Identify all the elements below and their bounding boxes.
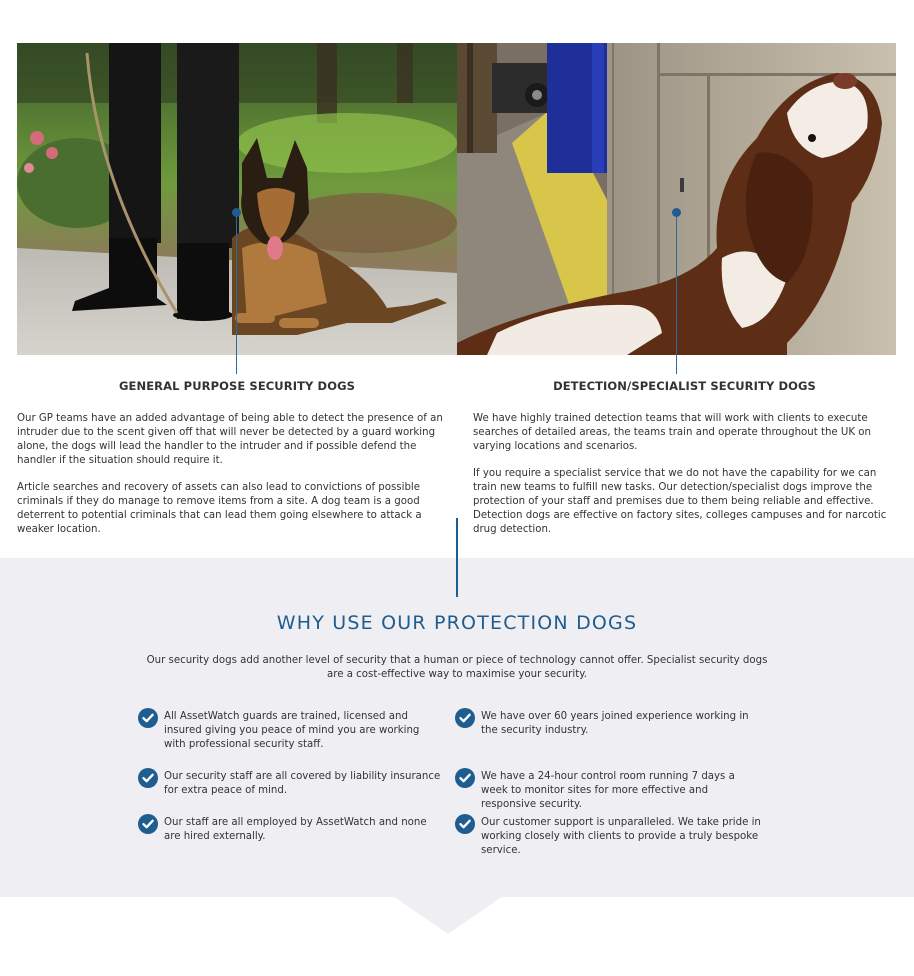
- general-purpose-paragraph-2: Article searches and recovery of assets can also lead to convictions of possible criminals if they do manage to remove items from a site. A dog team is a good deterrent to potential criminals that can lead them going elsewhere to attack a weaker location.: [17, 482, 422, 535]
- left-photo-marker-line: [236, 216, 237, 374]
- benefit-text: Our customer support is unparalleled. We take pride in working closely with clients to provide a truly bespoke service.: [481, 817, 761, 856]
- detection-paragraph-1: We have highly trained detection teams that will work with clients to execute searches of detailed areas, the teams train and operate throughout the UK on varying locations and scenarios.: [473, 413, 871, 452]
- detection-specialist-title: DETECTION/SPECIALIST SECURITY DOGS: [553, 379, 816, 393]
- why-section-intro: Our security dogs add another level of security that a human or piece of technology cannot offer. Specialist security dogs are a cost-effective way to maximise your security.: [146, 655, 768, 680]
- general-purpose-title: GENERAL PURPOSE SECURITY DOGS: [119, 379, 355, 393]
- benefit-text: Our security staff are all covered by liability insurance for extra peace of mind.: [164, 771, 441, 796]
- right-photo-marker-line: [676, 216, 677, 374]
- check-circle-icon: [455, 768, 475, 788]
- benefit-text: We have a 24-hour control room running 7 days a week to monitor sites for more effective and responsive security.: [481, 771, 735, 810]
- check-circle-icon: [455, 708, 475, 728]
- general-purpose-paragraph-1: Our GP teams have an added advantage of being able to detect the presence of an intruder due to the scent given off that will never be detected by a guard working alone, the dogs will lead the handler to the intruder and if possible defend the handler if the situation should require it.: [17, 413, 443, 466]
- check-circle-icon: [138, 768, 158, 788]
- check-circle-icon: [138, 708, 158, 728]
- benefit-text: Our staff are all employed by AssetWatch and none are hired externally.: [164, 817, 427, 842]
- detection-paragraph-2: If you require a specialist service that we do not have the capability for we can train new teams to fulfill new tasks. Our detection/specialist dogs improve the protection of your staff and premises due to them being reliable and effective. Detection dogs are effective on factory sites, colleges campuses and for narcotic drug detection.: [473, 468, 887, 535]
- check-circle-icon: [138, 814, 158, 834]
- section-connector-line: [456, 518, 458, 597]
- general-purpose-dog-photo: [17, 43, 457, 355]
- section-down-arrow: [393, 896, 503, 934]
- check-circle-icon: [455, 814, 475, 834]
- benefit-text: We have over 60 years joined experience working in the security industry.: [481, 711, 749, 736]
- why-section-title: WHY USE OUR PROTECTION DOGS: [276, 612, 638, 634]
- benefit-text: All AssetWatch guards are trained, licensed and insured giving you peace of mind you are working with professional security staff.: [164, 711, 420, 750]
